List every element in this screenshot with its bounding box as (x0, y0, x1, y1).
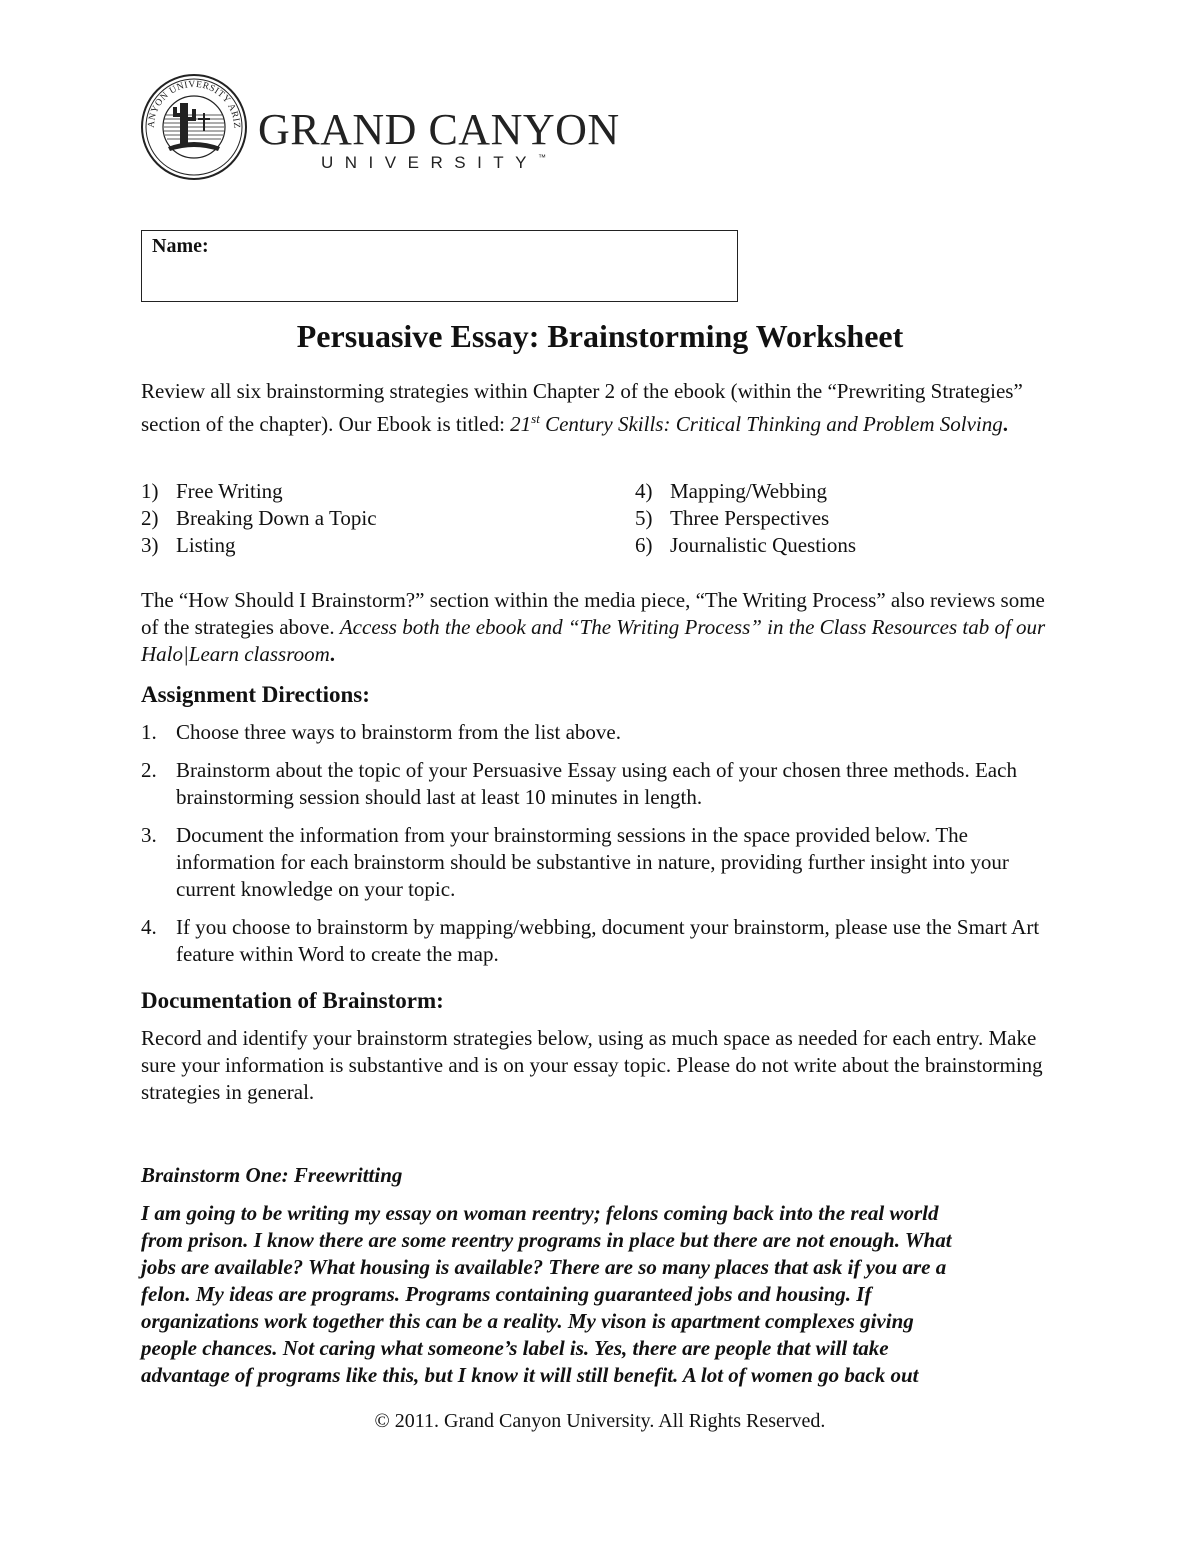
assignment-directions-heading: Assignment Directions: (141, 682, 370, 707)
list-item-number: 2) (141, 506, 159, 530)
list-item-label: Listing (176, 533, 236, 557)
seal-text: ANYON UNIVERSITY ARIZ (146, 79, 242, 129)
documentation-section (141, 988, 1061, 1106)
direction-text: If you choose to brainstorm by mapping/webbing, document your brainstorm, please use the Smart Art feature within Word to create the map. (176, 915, 1040, 966)
list-item (141, 478, 377, 505)
list-item-label: Mapping/Webbing (670, 479, 827, 503)
assignment-directions-section (141, 682, 1061, 979)
list-item-label: Journalistic Questions (670, 533, 857, 557)
direction-item (141, 914, 1061, 968)
book-title: Century Skills: Critical Thinking and Problem Solving (539, 412, 1003, 436)
intro-end: . (1002, 412, 1009, 436)
documentation-heading: Documentation of Brainstorm: (141, 988, 444, 1013)
name-field-box[interactable] (141, 230, 738, 302)
list-item-number: 4) (635, 479, 653, 503)
logo-wordmark: GRAND CANYON (258, 105, 620, 154)
direction-text: Document the information from your brainstorming sessions in the space provided below. The information for each brainstorm should be substantive in nature, providing further insight into your current knowledge on your topic. (176, 823, 1009, 901)
list-item-number: 1) (141, 479, 159, 503)
brainstorm-line: people chances. Not caring what someone’s label is. Yes, there are people that will take (141, 1336, 889, 1360)
brainstorm-line: jobs are available? What housing is available? There are so many places that ask if you are a (141, 1255, 947, 1279)
list-item (635, 505, 856, 532)
direction-text: Choose three ways to brainstorm from the list above. (176, 720, 621, 744)
brainstorm-line: advantage of programs like this, but I know it will still benefit. A lot of women go back out (141, 1363, 919, 1387)
brainstorm-line: organizations work together this can be a reality. My vison is apartment complexes giving (141, 1309, 914, 1333)
logo-subtitle-text: UNIVERSITY (321, 153, 539, 172)
brainstorm-line: from prison. I know there are some reentry programs in place but there are not enough. What (141, 1228, 952, 1252)
strategies-list-left (141, 478, 377, 559)
direction-text: Brainstorm about the topic of your Persuasive Essay using each of your chosen three methods. Each brainstorming session should last at least 10 minutes in length. (176, 758, 1017, 809)
strategies-list-right (635, 478, 856, 559)
media-text: The “How Should I Brainstorm?” section within the media piece, “The Writing Process” also reviews some of the strategies above. (141, 588, 1045, 639)
trademark-mark: ™ (538, 153, 547, 162)
list-item (141, 532, 377, 559)
direction-item (141, 719, 1061, 746)
book-title-superscript: st (531, 411, 540, 426)
list-item (141, 505, 377, 532)
brainstorm-one-title: Brainstorm One: Freewritting (141, 1163, 403, 1187)
list-item-number: 5) (635, 506, 653, 530)
university-seal-logo (140, 73, 248, 181)
copyright-footer: © 2011. Grand Canyon University. All Rights Reserved. (374, 1410, 826, 1432)
direction-item (141, 822, 1061, 903)
list-item (635, 532, 856, 559)
book-title-number: 21 (510, 412, 532, 436)
brainstorm-one-section (141, 1163, 1081, 1389)
brainstorm-line: felon. My ideas are programs. Programs containing guaranteed jobs and housing. If (141, 1282, 872, 1306)
media-paragraph (141, 587, 1061, 668)
list-item-number: 3) (141, 533, 159, 557)
intro-paragraph (141, 378, 1061, 438)
direction-number: 3. (141, 823, 157, 847)
direction-number: 2. (141, 758, 157, 782)
direction-number: 4. (141, 915, 157, 939)
direction-item (141, 757, 1061, 811)
direction-number: 1. (141, 720, 157, 744)
list-item-number: 6) (635, 533, 653, 557)
logo-subtitle (321, 153, 546, 173)
brainstorm-line: I am going to be writing my essay on woman reentry; felons coming back into the real world (141, 1201, 939, 1225)
page-title: Persuasive Essay: Brainstorming Worksheet (296, 318, 904, 354)
media-end: . (329, 642, 336, 666)
list-item (635, 478, 856, 505)
intro-text: Review all six brainstorming strategies within Chapter 2 of the ebook (within the “Prewriting Strategies” section of the chapter). Our Ebook is titled: (141, 379, 1023, 436)
brainstorm-one-text[interactable] (141, 1200, 1081, 1389)
list-item-label: Free Writing (176, 479, 283, 503)
list-item-label: Three Perspectives (670, 506, 830, 530)
name-label: Name: (152, 235, 209, 257)
list-item-label: Breaking Down a Topic (176, 506, 377, 530)
media-italic-text: Access both the ebook and “The Writing Process” in the Class Resources tab of our Halo|Learn classroom (141, 615, 1046, 666)
documentation-text: Record and identify your brainstorm strategies below, using as much space as needed for each entry. Make sure your information is substantive and is on your essay topic. Please do not write about the brainstorming strategies in general. (141, 1026, 1043, 1104)
directions-list (141, 719, 1061, 968)
